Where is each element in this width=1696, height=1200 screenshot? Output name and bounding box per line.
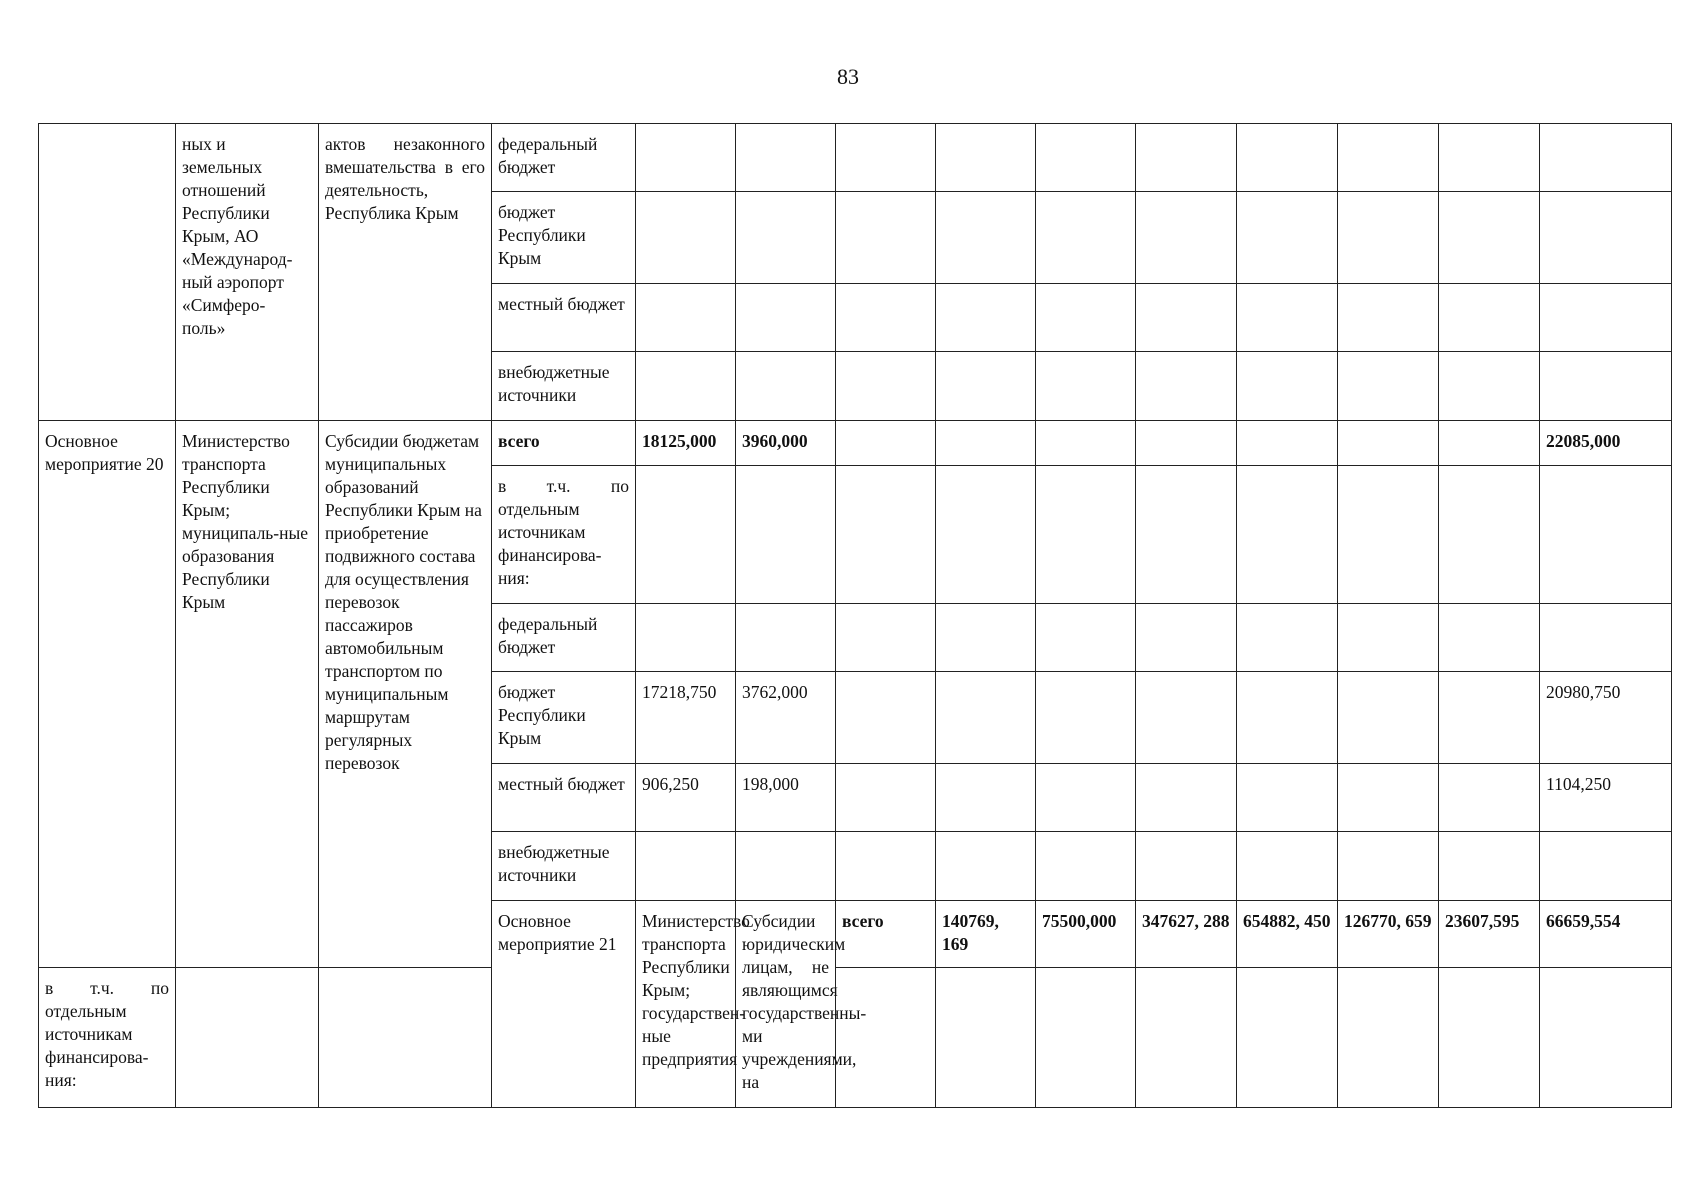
empty-cell <box>836 284 936 352</box>
value-cell: 906,250 <box>636 764 736 832</box>
empty-cell <box>936 352 1036 421</box>
empty-cell <box>1540 192 1672 284</box>
empty-cell <box>1439 968 1540 1108</box>
empty-cell <box>1237 604 1338 672</box>
empty-cell <box>1540 466 1672 604</box>
empty-cell <box>636 192 736 284</box>
empty-cell <box>1136 764 1237 832</box>
empty-cell <box>636 124 736 192</box>
source-label: бюджет Республики Крым <box>492 192 636 284</box>
empty-cell <box>1136 466 1237 604</box>
empty-cell <box>1540 284 1672 352</box>
value-cell: 20980,750 <box>1540 672 1672 764</box>
value-cell: 3762,000 <box>736 672 836 764</box>
value-cell: 3960,000 <box>736 421 836 466</box>
empty-cell <box>936 604 1036 672</box>
value-cell: 140769, 169 <box>936 901 1036 968</box>
empty-cell <box>836 672 936 764</box>
source-label: местный бюджет <box>492 284 636 352</box>
empty-cell <box>1338 466 1439 604</box>
empty-cell <box>1338 968 1439 1108</box>
empty-cell <box>1338 192 1439 284</box>
empty-cell <box>836 124 936 192</box>
empty-cell <box>1439 192 1540 284</box>
value-cell: 75500,000 <box>1036 901 1136 968</box>
empty-cell <box>1439 832 1540 901</box>
executor-cell: Министерство транспорта Республики Крым; государствен-ные предприятия <box>636 901 736 1108</box>
empty-cell <box>1136 192 1237 284</box>
empty-cell <box>836 466 936 604</box>
empty-cell <box>1036 192 1136 284</box>
executor-cell: ных и земельных отношений Республики Крым, АО «Международ- ный аэропорт «Симферо- поль» <box>176 124 319 421</box>
event-cell <box>39 124 176 421</box>
empty-cell <box>1036 421 1136 466</box>
empty-cell <box>736 832 836 901</box>
total-label: всего <box>492 421 636 466</box>
empty-cell <box>736 466 836 604</box>
empty-cell <box>636 604 736 672</box>
budget-table <box>38 123 1672 1108</box>
description-cell: Субсидии юридическим лицам, не являющимся государственны-ми учреждениями, на <box>736 901 836 1108</box>
value-cell: 18125,000 <box>636 421 736 466</box>
empty-cell <box>1540 604 1672 672</box>
empty-cell <box>176 968 319 1108</box>
empty-cell <box>1136 604 1237 672</box>
empty-cell <box>1036 604 1136 672</box>
empty-cell <box>1439 352 1540 421</box>
empty-cell <box>1237 764 1338 832</box>
value-cell: 23607,595 <box>1439 901 1540 968</box>
empty-cell <box>1237 466 1338 604</box>
event-cell: Основное мероприятие 20 <box>39 421 176 968</box>
empty-cell <box>1439 466 1540 604</box>
empty-cell <box>736 352 836 421</box>
empty-cell <box>1237 192 1338 284</box>
table-row <box>39 968 1672 1108</box>
empty-cell <box>1036 352 1136 421</box>
empty-cell <box>1237 968 1338 1108</box>
empty-cell <box>1036 672 1136 764</box>
empty-cell <box>936 284 1036 352</box>
empty-cell <box>1237 284 1338 352</box>
total-label: всего <box>836 901 936 968</box>
empty-cell <box>1338 672 1439 764</box>
description-cell: актов незаконного вмешательства в его деятельность, Республика Крым <box>319 124 492 421</box>
value-cell: 1104,250 <box>1540 764 1672 832</box>
empty-cell <box>836 421 936 466</box>
empty-cell <box>1136 968 1237 1108</box>
source-label: внебюджетные источники <box>492 352 636 421</box>
empty-cell <box>736 604 836 672</box>
page-number: 83 <box>837 64 859 89</box>
empty-cell <box>1540 352 1672 421</box>
empty-cell <box>1338 421 1439 466</box>
empty-cell <box>836 832 936 901</box>
incl-label: в т.ч. по отдельным источникам финансирова-ния: <box>492 466 636 604</box>
event-cell: Основное мероприятие 21 <box>492 901 636 1108</box>
empty-cell <box>936 421 1036 466</box>
empty-cell <box>1540 124 1672 192</box>
empty-cell <box>1540 968 1672 1108</box>
empty-cell <box>1237 832 1338 901</box>
empty-cell <box>1439 764 1540 832</box>
table-row <box>39 124 1672 192</box>
empty-cell <box>1136 352 1237 421</box>
source-label: местный бюджет <box>492 764 636 832</box>
empty-cell <box>936 832 1036 901</box>
empty-cell <box>1036 124 1136 192</box>
empty-cell <box>836 192 936 284</box>
empty-cell <box>1338 832 1439 901</box>
empty-cell <box>1036 832 1136 901</box>
value-cell: 654882, 450 <box>1237 901 1338 968</box>
empty-cell <box>936 764 1036 832</box>
empty-cell <box>1439 284 1540 352</box>
empty-cell <box>1136 124 1237 192</box>
empty-cell <box>1338 124 1439 192</box>
empty-cell <box>1439 672 1540 764</box>
empty-cell <box>1439 604 1540 672</box>
empty-cell <box>1237 124 1338 192</box>
empty-cell <box>1136 672 1237 764</box>
empty-cell <box>1136 284 1237 352</box>
empty-cell <box>736 192 836 284</box>
empty-cell <box>1237 672 1338 764</box>
empty-cell <box>1237 352 1338 421</box>
value-cell: 66659,554 <box>1540 901 1672 968</box>
empty-cell <box>1439 124 1540 192</box>
executor-cell: Министерство транспорта Республики Крым; муниципаль-ные образования Республики Крым <box>176 421 319 968</box>
empty-cell <box>1338 764 1439 832</box>
empty-cell <box>1036 284 1136 352</box>
empty-cell <box>1036 968 1136 1108</box>
value-cell: 198,000 <box>736 764 836 832</box>
source-label: федеральный бюджет <box>492 604 636 672</box>
empty-cell <box>1338 284 1439 352</box>
empty-cell <box>1136 421 1237 466</box>
value-cell: 22085,000 <box>1540 421 1672 466</box>
table-row <box>39 421 1672 466</box>
empty-cell <box>1036 764 1136 832</box>
empty-cell <box>1338 352 1439 421</box>
empty-cell <box>836 764 936 832</box>
empty-cell <box>836 604 936 672</box>
description-cell: Субсидии бюджетам муниципальных образований Республики Крым на приобретение подвижного состава для осуществления перевозок пассажиров автомобильным транспортом по муниципальным маршрутам регулярных перевозок <box>319 421 492 968</box>
value-cell: 347627, 288 <box>1136 901 1237 968</box>
empty-cell <box>1540 832 1672 901</box>
empty-cell <box>1439 421 1540 466</box>
empty-cell <box>319 968 492 1108</box>
empty-cell <box>936 466 1036 604</box>
empty-cell <box>636 284 736 352</box>
empty-cell <box>936 192 1036 284</box>
incl-label: в т.ч. по отдельным источникам финансирова-ния: <box>39 968 176 1108</box>
empty-cell <box>636 466 736 604</box>
value-cell: 126770, 659 <box>1338 901 1439 968</box>
value-cell: 17218,750 <box>636 672 736 764</box>
empty-cell <box>1036 466 1136 604</box>
empty-cell <box>1338 604 1439 672</box>
empty-cell <box>936 672 1036 764</box>
empty-cell <box>736 124 836 192</box>
empty-cell <box>636 832 736 901</box>
empty-cell <box>1136 832 1237 901</box>
empty-cell <box>936 124 1036 192</box>
empty-cell <box>836 352 936 421</box>
empty-cell <box>836 968 936 1108</box>
empty-cell <box>736 284 836 352</box>
source-label: внебюджетные источники <box>492 832 636 901</box>
empty-cell <box>1237 421 1338 466</box>
source-label: бюджет Республики Крым <box>492 672 636 764</box>
empty-cell <box>936 968 1036 1108</box>
empty-cell <box>636 352 736 421</box>
source-label: федеральный бюджет <box>492 124 636 192</box>
